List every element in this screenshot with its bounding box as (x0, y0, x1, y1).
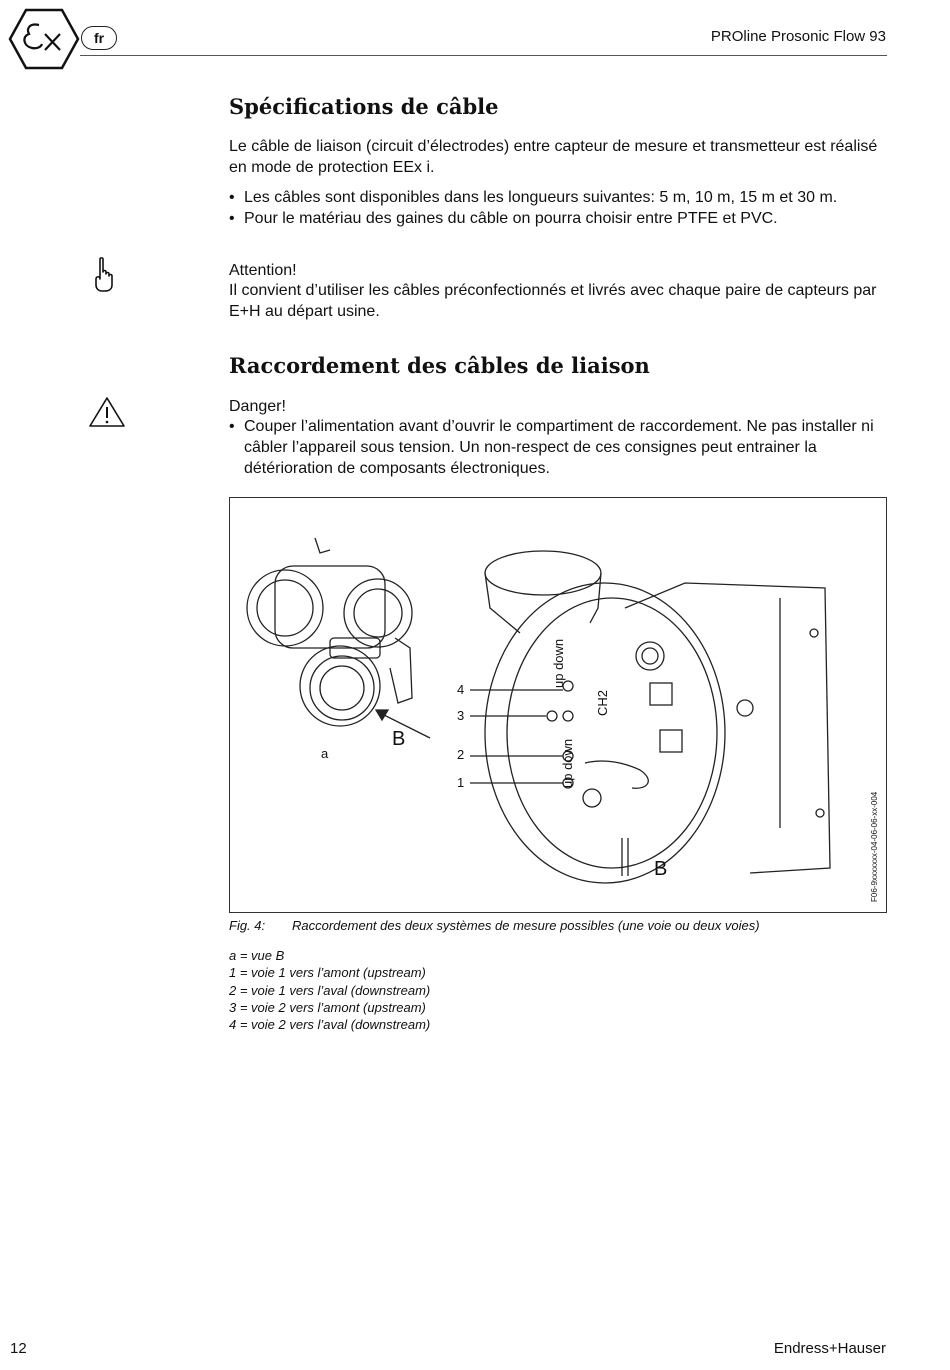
figure-caption-text: Raccordement des deux systèmes de mesure possibles (une voie ou deux voies) (292, 918, 760, 933)
legend-item: 3 = voie 2 vers l’amont (upstream) (229, 999, 426, 1015)
figure-label-view-b-small: B (392, 728, 406, 750)
attention-text: Il convient d’utiliser les câbles préconfectionnés et livrés avec chaque paire de capteurs par E+H au départ usine. (229, 282, 877, 320)
language-badge: fr (81, 26, 117, 50)
figure-caption (229, 918, 760, 933)
danger-title: Danger! (229, 398, 286, 415)
figure-label-3: 3 (457, 708, 465, 723)
danger-list (229, 416, 889, 479)
brand-name: Endress+Hauser (773, 1340, 886, 1357)
figure-label-view-b-large: B (654, 858, 668, 880)
ex-logo-icon (8, 8, 80, 70)
cable-intro-paragraph: Le câble de liaison (circuit d’électrodes) entre capteur de mesure et transmetteur est réalisé en mode de protection EEx i. (229, 138, 878, 176)
legend-item: 4 = voie 2 vers l’aval (downstream) (229, 1017, 431, 1033)
pointing-hand-icon (92, 257, 118, 293)
document-title: PROline Prosonic Flow 93 (710, 28, 886, 45)
list-item: • Pour le matériau des gaines du câble on pourra choisir entre PTFE et PVC. (229, 208, 889, 229)
figure-label-a: a (321, 746, 329, 761)
connection-drawing (230, 498, 886, 912)
figure-caption-label: Fig. 4: (229, 918, 266, 933)
figure-label-updown-ch1: up down (560, 738, 575, 788)
figure-label-ch2: CH2 (595, 689, 610, 716)
figure-label-2: 2 (457, 747, 465, 762)
figure-legend (229, 947, 430, 1033)
header-divider (80, 55, 887, 56)
section-heading-cable-specs: Spécifications de câble (229, 94, 499, 119)
figure-reference-code: F06-9xxxxxxx-04-06-06-xx-004 (870, 791, 879, 902)
figure-label-4: 4 (457, 682, 465, 697)
legend-item: 2 = voie 1 vers l’aval (downstream) (229, 982, 431, 998)
figure-connection-diagram (229, 497, 887, 913)
legend-item: a = vue B (229, 948, 285, 963)
section-heading-connection: Raccordement des câbles de liaison (229, 353, 650, 378)
page-number: 12 (10, 1340, 27, 1357)
legend-item: 1 = voie 1 vers l’amont (upstream) (229, 965, 426, 981)
attention-title: Attention! (229, 262, 297, 279)
figure-label-updown-ch2: up down (551, 638, 566, 688)
cable-specs-list (229, 187, 889, 229)
list-item: • Couper l’alimentation avant d’ouvrir le compartiment de raccordement. Ne pas installer ni câbler l’appareil sous tension. Un non-respect de ces consignes peut entrainer la détérioration de composants électroniques. (229, 416, 889, 479)
figure-label-1: 1 (457, 775, 465, 790)
warning-triangle-icon (88, 396, 126, 428)
list-item: • Les câbles sont disponibles dans les longueurs suivantes: 5 m, 10 m, 15 m et 30 m. (229, 187, 889, 208)
